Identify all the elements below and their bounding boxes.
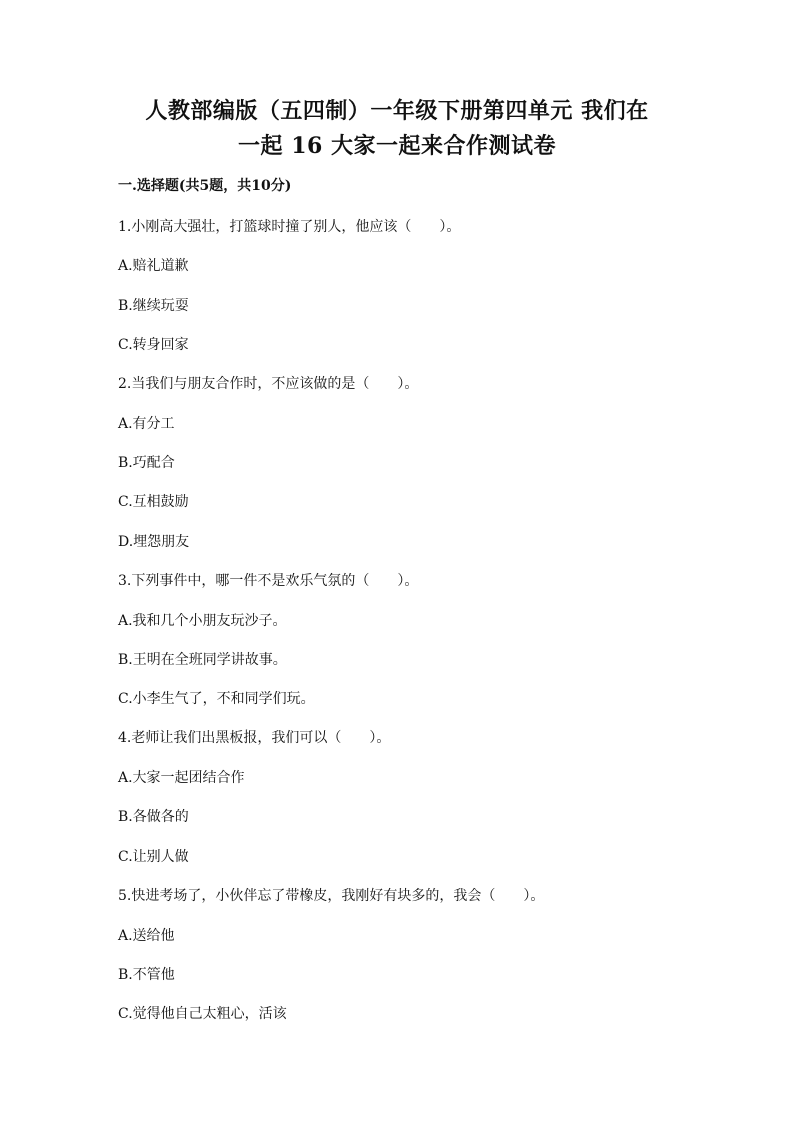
question-3-option-a: A.我和几个小朋友玩沙子。	[118, 613, 287, 629]
question-4-option-c: C.让别人做	[118, 849, 189, 865]
question-3-option-b: B.王明在全班同学讲故事。	[118, 652, 287, 668]
question-1-option-a: A.赔礼道歉	[118, 258, 189, 274]
question-2-option-c: C.互相鼓励	[118, 494, 189, 510]
title-line-2: 一起 16 大家一起来合作测试卷	[238, 133, 556, 159]
title-line-1: 人教部编版（五四制）一年级下册第四单元 我们在	[145, 98, 649, 124]
question-4-option-b: B.各做各的	[118, 809, 189, 825]
question-1-stem: 1.小刚高大强壮，打篮球时撞了别人，他应该（ ）。	[118, 219, 461, 235]
question-2-option-a: A.有分工	[118, 416, 175, 432]
question-4-stem: 4.老师让我们出黑板报，我们可以（ ）。	[118, 730, 391, 746]
question-5-option-c: C.觉得他自己太粗心，活该	[118, 1006, 287, 1022]
question-2-option-b: B.巧配合	[118, 455, 175, 471]
question-1-option-c: C.转身回家	[118, 337, 189, 353]
question-4-option-a: A.大家一起团结合作	[118, 770, 245, 786]
question-3-stem: 3.下列事件中，哪一件不是欢乐气氛的（ ）。	[118, 573, 419, 589]
question-5-option-a: A.送给他	[118, 928, 175, 944]
question-2-option-d: D.埋怨朋友	[118, 534, 190, 550]
question-5-stem: 5.快进考场了，小伙伴忘了带橡皮，我刚好有块多的，我会（ ）。	[118, 888, 545, 904]
question-2-stem: 2.当我们与朋友合作时，不应该做的是（ ）。	[118, 376, 419, 392]
question-3-option-c: C.小李生气了，不和同学们玩。	[118, 691, 315, 707]
question-1-option-b: B.继续玩耍	[118, 298, 189, 314]
question-5-option-b: B.不管他	[118, 967, 175, 983]
section-heading: 一.选择题(共5题，共10分)	[118, 178, 292, 194]
